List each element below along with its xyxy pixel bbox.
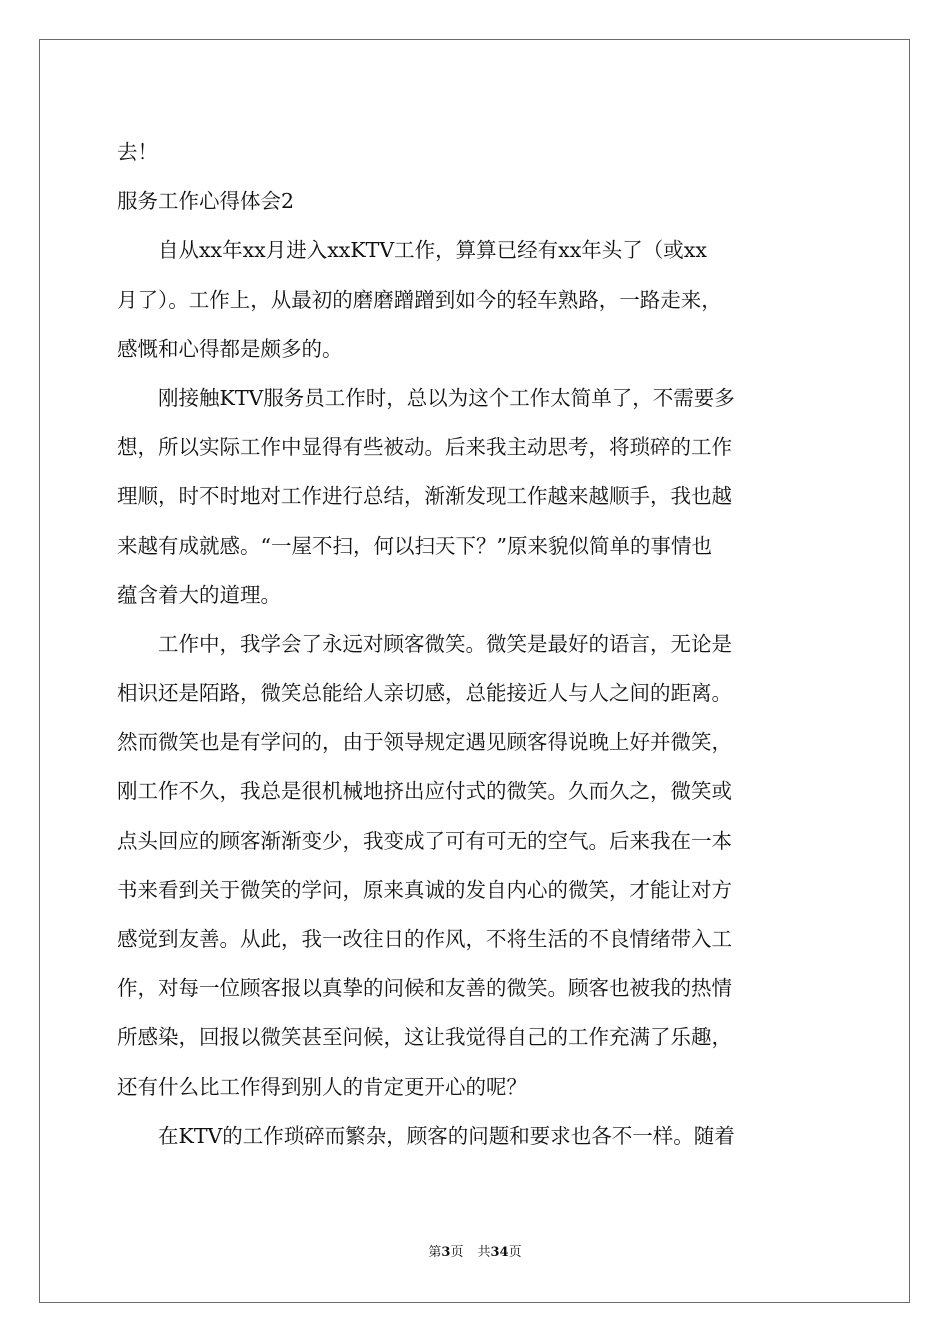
text-line: 蕴含着大的道理。 <box>117 582 281 607</box>
total-prefix: 共 <box>477 1245 491 1260</box>
text-line: 想，所以实际工作中显得有些被动。后来我主动思考，将琐碎的工作 <box>117 435 732 460</box>
section-heading: 服务工作心得体会2 <box>117 189 295 214</box>
text-line: 然而微笑也是有学问的，由于领导规定遇见顾客得说晚上好并微笑， <box>117 730 732 755</box>
text-line: 作，对每一位顾客报以真挚的问候和友善的微笑。顾客也被我的热情 <box>117 976 732 1001</box>
text-line: 来越有成就感。“一屋不扫，何以扫天下？”原来貌似简单的事情也 <box>117 533 712 558</box>
text-line: 去！ <box>117 140 158 164</box>
text-line: 刚接触KTV服务员工作时，总以为这个工作太简单了，不需要多 <box>117 385 735 410</box>
total-suffix: 页 <box>508 1245 522 1260</box>
total-page-number: 34 <box>490 1245 509 1260</box>
page-prefix: 第 <box>428 1245 442 1260</box>
current-page-number: 3 <box>441 1245 451 1260</box>
text-line: 感觉到友善。从此，我一改往日的作风，不将生活的不良情绪带入工 <box>117 927 732 951</box>
text-line: 感慨和心得都是颇多的。 <box>117 336 343 361</box>
text-line: 工作中，我学会了永远对顾客微笑。微笑是最好的语言，无论是 <box>117 631 732 656</box>
text-line: 相识还是陌路，微笑总能给人亲切感，总能接近人与人之间的距离。 <box>117 681 732 706</box>
text-line: 所感染，回报以微笑甚至问候，这让我觉得自己的工作充满了乐趣， <box>117 1025 732 1050</box>
text-line: 自从xx年xx月进入xxKTV工作，算算已经有xx年头了（或xx <box>117 238 707 263</box>
text-line: 月了）。工作上，从最初的磨磨蹭蹭到如今的轻车熟路，一路走来， <box>117 287 722 312</box>
text-line: 在KTV的工作琐碎而繁杂，顾客的问题和要求也各不一样。随着 <box>117 1123 735 1148</box>
page-suffix: 页 <box>450 1245 464 1260</box>
text-line: 点头回应的顾客渐渐变少，我变成了可有可无的空气。后来我在一本 <box>117 828 732 853</box>
text-line: 刚工作不久，我总是很机械地挤出应付式的微笑。久而久之，微笑或 <box>117 779 732 804</box>
page-footer <box>0 1244 950 1262</box>
document-body <box>117 128 837 1161</box>
text-line: 理顺，时不时地对工作进行总结，渐渐发现工作越来越顺手，我也越 <box>117 484 732 509</box>
text-line: 还有什么比工作得到别人的肯定更开心的呢？ <box>117 1074 527 1099</box>
text-line: 书来看到关于微笑的学问，原来真诚的发自内心的微笑，才能让对方 <box>117 877 732 902</box>
